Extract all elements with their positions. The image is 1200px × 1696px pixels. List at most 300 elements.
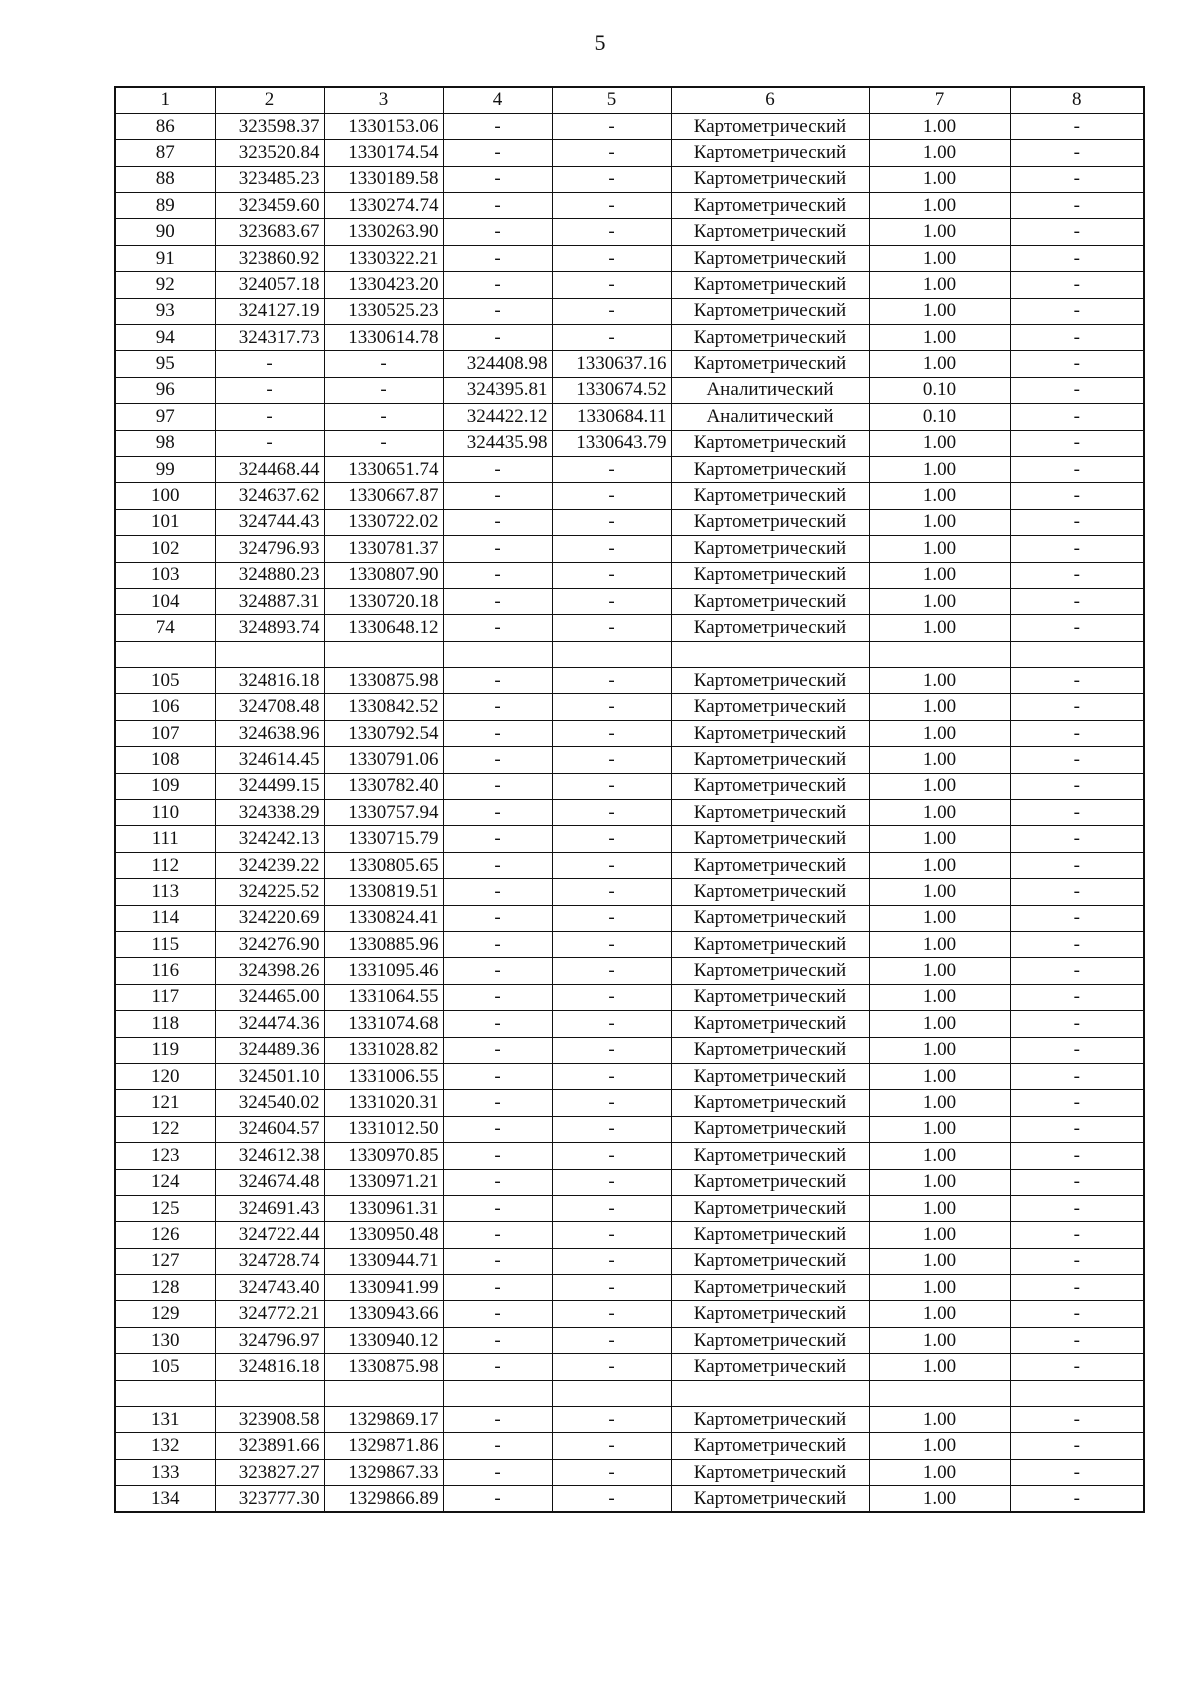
cell-point-number: 91 xyxy=(115,245,215,271)
cell-accuracy: 1.00 xyxy=(869,1011,1010,1037)
cell-note: - xyxy=(1010,588,1144,614)
cell-y-coordinate-new: - xyxy=(552,747,671,773)
cell-x-coordinate-new: - xyxy=(443,509,552,535)
cell-x-coordinate-new: - xyxy=(443,932,552,958)
cell-x-coordinate-new: 324422.12 xyxy=(443,404,552,430)
cell-x-coordinate-new: - xyxy=(443,1011,552,1037)
cell-note: - xyxy=(1010,377,1144,403)
cell-y-coordinate: 1330943.66 xyxy=(324,1301,443,1327)
cell-accuracy: 1.00 xyxy=(869,773,1010,799)
cell-note: - xyxy=(1010,694,1144,720)
cell-x-coordinate-new: - xyxy=(443,879,552,905)
cell-note: - xyxy=(1010,1143,1144,1169)
cell-x-coordinate: 324722.44 xyxy=(215,1222,324,1248)
cell-y-coordinate: 1330875.98 xyxy=(324,1354,443,1380)
cell-x-coordinate: 323860.92 xyxy=(215,245,324,271)
cell-x-coordinate-new: - xyxy=(443,773,552,799)
cell-y-coordinate: 1330614.78 xyxy=(324,325,443,351)
cell-method: Картометрический xyxy=(671,984,869,1010)
table-row xyxy=(115,1063,1144,1089)
cell-accuracy: 1.00 xyxy=(869,905,1010,931)
cell-point-number: 123 xyxy=(115,1143,215,1169)
cell-x-coordinate: 324638.96 xyxy=(215,720,324,746)
table-row xyxy=(115,1011,1144,1037)
cell-note: - xyxy=(1010,826,1144,852)
cell-accuracy: 1.00 xyxy=(869,325,1010,351)
table-row xyxy=(115,219,1144,245)
cell-point-number: 74 xyxy=(115,615,215,641)
cell-x-coordinate-new: - xyxy=(443,800,552,826)
cell-note: - xyxy=(1010,747,1144,773)
cell-x-coordinate-new: - xyxy=(443,325,552,351)
table-row xyxy=(115,1037,1144,1063)
cell-x-coordinate-new: - xyxy=(443,1301,552,1327)
cell-x-coordinate: 324796.97 xyxy=(215,1327,324,1353)
cell-x-coordinate: 323683.67 xyxy=(215,219,324,245)
cell-point-number: 127 xyxy=(115,1248,215,1274)
cell-method: Картометрический xyxy=(671,1090,869,1116)
cell-y-coordinate: 1330842.52 xyxy=(324,694,443,720)
table-row xyxy=(115,1486,1144,1512)
table-row xyxy=(115,456,1144,482)
cell-y-coordinate-new: - xyxy=(552,325,671,351)
cell-y-coordinate-new: - xyxy=(552,1195,671,1221)
cell-x-coordinate-new: - xyxy=(443,272,552,298)
table-body xyxy=(115,113,1144,1512)
cell-point-number: 105 xyxy=(115,1354,215,1380)
cell-x-coordinate: 323777.30 xyxy=(215,1486,324,1512)
table-row xyxy=(115,720,1144,746)
header-row xyxy=(115,87,1144,113)
cell-y-coordinate: 1330715.79 xyxy=(324,826,443,852)
cell-x-coordinate-new: 324408.98 xyxy=(443,351,552,377)
cell-note: - xyxy=(1010,562,1144,588)
cell-y-coordinate-new: - xyxy=(552,1037,671,1063)
cell-x-coordinate-new: - xyxy=(443,456,552,482)
table-row xyxy=(115,800,1144,826)
cell-method: Картометрический xyxy=(671,800,869,826)
cell-method: Картометрический xyxy=(671,1354,869,1380)
cell-y-coordinate-new: - xyxy=(552,1063,671,1089)
table-row xyxy=(115,377,1144,403)
cell-x-coordinate-new: - xyxy=(443,113,552,139)
cell-y-coordinate: - xyxy=(324,377,443,403)
cell-method: Картометрический xyxy=(671,1169,869,1195)
table-row xyxy=(115,325,1144,351)
cell-y-coordinate: 1330423.20 xyxy=(324,272,443,298)
cell-y-coordinate: 1330970.85 xyxy=(324,1143,443,1169)
cell-y-coordinate: 1330720.18 xyxy=(324,588,443,614)
cell-y-coordinate: 1330263.90 xyxy=(324,219,443,245)
cell-accuracy: 1.00 xyxy=(869,1169,1010,1195)
cell-x-coordinate: 324893.74 xyxy=(215,615,324,641)
cell-method: Картометрический xyxy=(671,905,869,931)
cell-method: Картометрический xyxy=(671,668,869,694)
cell-accuracy: 1.00 xyxy=(869,430,1010,456)
cell-x-coordinate-new: - xyxy=(443,1248,552,1274)
cell-x-coordinate-new: - xyxy=(443,905,552,931)
cell-method: Картометрический xyxy=(671,536,869,562)
cell-x-coordinate-new: - xyxy=(443,1222,552,1248)
cell-y-coordinate-new: - xyxy=(552,1301,671,1327)
cell-x-coordinate-new: - xyxy=(443,826,552,852)
cell-method: Картометрический xyxy=(671,1037,869,1063)
cell-method: Картометрический xyxy=(671,325,869,351)
cell-x-coordinate-new: - xyxy=(443,245,552,271)
table-row xyxy=(115,588,1144,614)
cell-y-coordinate: 1330961.31 xyxy=(324,1195,443,1221)
cell-x-coordinate: - xyxy=(215,377,324,403)
cell-point-number: 97 xyxy=(115,404,215,430)
cell-y-coordinate: 1330824.41 xyxy=(324,905,443,931)
cell-point-number: 114 xyxy=(115,905,215,931)
column-header-6: 6 xyxy=(671,87,869,113)
cell-method: Картометрический xyxy=(671,1143,869,1169)
cell-x-coordinate-new: - xyxy=(443,1459,552,1485)
cell-y-coordinate: 1329867.33 xyxy=(324,1459,443,1485)
cell-y-coordinate-new: - xyxy=(552,509,671,535)
cell-accuracy: 1.00 xyxy=(869,879,1010,905)
cell-accuracy: 1.00 xyxy=(869,984,1010,1010)
table-row xyxy=(115,1275,1144,1301)
cell-x-coordinate: 323520.84 xyxy=(215,140,324,166)
cell-method: Картометрический xyxy=(671,1459,869,1485)
cell-y-coordinate: 1330950.48 xyxy=(324,1222,443,1248)
cell-note: - xyxy=(1010,1037,1144,1063)
cell-y-coordinate: 1331095.46 xyxy=(324,958,443,984)
cell-y-coordinate-new: - xyxy=(552,879,671,905)
cell-accuracy: 1.00 xyxy=(869,694,1010,720)
cell-note: - xyxy=(1010,800,1144,826)
cell-note: - xyxy=(1010,166,1144,192)
cell-note: - xyxy=(1010,219,1144,245)
cell-y-coordinate: 1331028.82 xyxy=(324,1037,443,1063)
cell-y-coordinate-new: - xyxy=(552,483,671,509)
cell-accuracy: 1.00 xyxy=(869,1090,1010,1116)
cell-x-coordinate: 324468.44 xyxy=(215,456,324,482)
table-row xyxy=(115,852,1144,878)
cell-method: Картометрический xyxy=(671,747,869,773)
cell-method: Картометрический xyxy=(671,140,869,166)
cell-method: Картометрический xyxy=(671,351,869,377)
cell-y-coordinate: 1330153.06 xyxy=(324,113,443,139)
cell-point-number xyxy=(115,641,215,667)
cell-method: Картометрический xyxy=(671,773,869,799)
cell-x-coordinate: - xyxy=(215,351,324,377)
cell-accuracy: 1.00 xyxy=(869,1433,1010,1459)
cell-x-coordinate: 324465.00 xyxy=(215,984,324,1010)
cell-y-coordinate: 1330819.51 xyxy=(324,879,443,905)
cell-accuracy: 1.00 xyxy=(869,536,1010,562)
cell-point-number: 119 xyxy=(115,1037,215,1063)
cell-y-coordinate: 1330791.06 xyxy=(324,747,443,773)
cell-x-coordinate-new: - xyxy=(443,1143,552,1169)
cell-method: Картометрический xyxy=(671,588,869,614)
cell-y-coordinate-new: - xyxy=(552,140,671,166)
cell-method: Картометрический xyxy=(671,1222,869,1248)
cell-x-coordinate-new: - xyxy=(443,1275,552,1301)
cell-x-coordinate-new: - xyxy=(443,166,552,192)
table-row xyxy=(115,430,1144,456)
cell-x-coordinate-new: - xyxy=(443,1116,552,1142)
cell-method: Картометрический xyxy=(671,1116,869,1142)
table-row xyxy=(115,984,1144,1010)
cell-x-coordinate-new: - xyxy=(443,298,552,324)
cell-note: - xyxy=(1010,298,1144,324)
cell-y-coordinate: 1330781.37 xyxy=(324,536,443,562)
table-row xyxy=(115,1143,1144,1169)
cell-x-coordinate: 324501.10 xyxy=(215,1063,324,1089)
cell-accuracy: 0.10 xyxy=(869,404,1010,430)
cell-y-coordinate-new: - xyxy=(552,1407,671,1433)
cell-x-coordinate: 324317.73 xyxy=(215,325,324,351)
cell-y-coordinate-new: - xyxy=(552,1248,671,1274)
table-row xyxy=(115,166,1144,192)
cell-note: - xyxy=(1010,272,1144,298)
cell-y-coordinate-new: - xyxy=(552,1433,671,1459)
cell-method: Картометрический xyxy=(671,193,869,219)
cell-y-coordinate: 1331074.68 xyxy=(324,1011,443,1037)
cell-y-coordinate: 1330875.98 xyxy=(324,668,443,694)
cell-x-coordinate-new: - xyxy=(443,193,552,219)
table-row xyxy=(115,958,1144,984)
cell-x-coordinate-new: - xyxy=(443,720,552,746)
cell-point-number: 129 xyxy=(115,1301,215,1327)
cell-method: Картометрический xyxy=(671,562,869,588)
cell-method xyxy=(671,1380,869,1406)
cell-y-coordinate-new: - xyxy=(552,1011,671,1037)
cell-y-coordinate-new: 1330643.79 xyxy=(552,430,671,456)
cell-accuracy: 1.00 xyxy=(869,1063,1010,1089)
cell-method: Картометрический xyxy=(671,1301,869,1327)
cell-x-coordinate: 324796.93 xyxy=(215,536,324,562)
cell-note: - xyxy=(1010,852,1144,878)
cell-note: - xyxy=(1010,1407,1144,1433)
cell-method: Картометрический xyxy=(671,852,869,878)
cell-method: Аналитический xyxy=(671,377,869,403)
cell-x-coordinate-new: 324395.81 xyxy=(443,377,552,403)
table-row xyxy=(115,483,1144,509)
column-header-5: 5 xyxy=(552,87,671,113)
cell-y-coordinate-new: 1330637.16 xyxy=(552,351,671,377)
separator-row xyxy=(115,1380,1144,1406)
cell-y-coordinate: 1330757.94 xyxy=(324,800,443,826)
cell-x-coordinate xyxy=(215,1380,324,1406)
cell-accuracy: 1.00 xyxy=(869,1407,1010,1433)
cell-accuracy: 1.00 xyxy=(869,932,1010,958)
cell-point-number: 87 xyxy=(115,140,215,166)
cell-x-coordinate: 323891.66 xyxy=(215,1433,324,1459)
cell-x-coordinate: 324612.38 xyxy=(215,1143,324,1169)
cell-y-coordinate-new: - xyxy=(552,1169,671,1195)
cell-point-number: 125 xyxy=(115,1195,215,1221)
cell-y-coordinate-new: - xyxy=(552,1090,671,1116)
cell-accuracy: 1.00 xyxy=(869,1327,1010,1353)
cell-point-number: 132 xyxy=(115,1433,215,1459)
cell-note: - xyxy=(1010,905,1144,931)
cell-x-coordinate: 324772.21 xyxy=(215,1301,324,1327)
cell-x-coordinate: 323459.60 xyxy=(215,193,324,219)
cell-x-coordinate: 324474.36 xyxy=(215,1011,324,1037)
cell-y-coordinate-new: 1330684.11 xyxy=(552,404,671,430)
cell-note: - xyxy=(1010,984,1144,1010)
cell-x-coordinate: 324674.48 xyxy=(215,1169,324,1195)
cell-point-number: 128 xyxy=(115,1275,215,1301)
cell-accuracy: 0.10 xyxy=(869,377,1010,403)
cell-point-number: 108 xyxy=(115,747,215,773)
cell-accuracy: 1.00 xyxy=(869,166,1010,192)
cell-y-coordinate: 1330792.54 xyxy=(324,720,443,746)
cell-x-coordinate-new: - xyxy=(443,1407,552,1433)
cell-x-coordinate-new: - xyxy=(443,694,552,720)
cell-accuracy: 1.00 xyxy=(869,1354,1010,1380)
cell-y-coordinate-new xyxy=(552,641,671,667)
cell-x-coordinate-new: - xyxy=(443,852,552,878)
cell-point-number: 94 xyxy=(115,325,215,351)
cell-point-number: 115 xyxy=(115,932,215,958)
table-row xyxy=(115,272,1144,298)
cell-method: Картометрический xyxy=(671,456,869,482)
cell-y-coordinate-new: - xyxy=(552,1486,671,1512)
cell-y-coordinate-new: - xyxy=(552,219,671,245)
cell-x-coordinate-new: - xyxy=(443,1354,552,1380)
cell-method: Картометрический xyxy=(671,1407,869,1433)
cell-accuracy: 1.00 xyxy=(869,958,1010,984)
cell-method: Картометрический xyxy=(671,694,869,720)
table-row xyxy=(115,1459,1144,1485)
cell-y-coordinate: 1329866.89 xyxy=(324,1486,443,1512)
cell-y-coordinate xyxy=(324,641,443,667)
cell-point-number: 109 xyxy=(115,773,215,799)
cell-x-coordinate: - xyxy=(215,430,324,456)
cell-method: Картометрический xyxy=(671,272,869,298)
cell-point-number: 121 xyxy=(115,1090,215,1116)
cell-point-number: 93 xyxy=(115,298,215,324)
cell-y-coordinate-new: - xyxy=(552,193,671,219)
table-row xyxy=(115,747,1144,773)
cell-x-coordinate: 324887.31 xyxy=(215,588,324,614)
cell-method: Картометрический xyxy=(671,720,869,746)
cell-x-coordinate: 324276.90 xyxy=(215,932,324,958)
cell-note: - xyxy=(1010,456,1144,482)
cell-y-coordinate: 1330805.65 xyxy=(324,852,443,878)
cell-method: Картометрический xyxy=(671,1011,869,1037)
table-row xyxy=(115,140,1144,166)
cell-method: Аналитический xyxy=(671,404,869,430)
cell-accuracy: 1.00 xyxy=(869,1222,1010,1248)
cell-y-coordinate-new: - xyxy=(552,166,671,192)
cell-method: Картометрический xyxy=(671,879,869,905)
cell-x-coordinate-new: - xyxy=(443,219,552,245)
cell-x-coordinate-new: - xyxy=(443,958,552,984)
cell-accuracy: 1.00 xyxy=(869,1459,1010,1485)
cell-x-coordinate-new: 324435.98 xyxy=(443,430,552,456)
cell-note: - xyxy=(1010,1354,1144,1380)
cell-x-coordinate: 324398.26 xyxy=(215,958,324,984)
table-row xyxy=(115,694,1144,720)
cell-accuracy xyxy=(869,641,1010,667)
cell-point-number xyxy=(115,1380,215,1406)
cell-accuracy: 1.00 xyxy=(869,351,1010,377)
column-header-4: 4 xyxy=(443,87,552,113)
cell-y-coordinate-new: - xyxy=(552,1275,671,1301)
cell-y-coordinate-new: - xyxy=(552,456,671,482)
cell-point-number: 106 xyxy=(115,694,215,720)
cell-point-number: 133 xyxy=(115,1459,215,1485)
cell-point-number: 86 xyxy=(115,113,215,139)
cell-accuracy: 1.00 xyxy=(869,1275,1010,1301)
table-row xyxy=(115,932,1144,958)
cell-note: - xyxy=(1010,1486,1144,1512)
cell-note: - xyxy=(1010,1248,1144,1274)
table-row xyxy=(115,1433,1144,1459)
cell-x-coordinate-new: - xyxy=(443,1063,552,1089)
cell-point-number: 96 xyxy=(115,377,215,403)
cell-note: - xyxy=(1010,720,1144,746)
cell-method: Картометрический xyxy=(671,1327,869,1353)
cell-accuracy: 1.00 xyxy=(869,1143,1010,1169)
table-row xyxy=(115,879,1144,905)
cell-accuracy: 1.00 xyxy=(869,747,1010,773)
cell-method: Картометрический xyxy=(671,1248,869,1274)
cell-note: - xyxy=(1010,140,1144,166)
cell-point-number: 131 xyxy=(115,1407,215,1433)
cell-x-coordinate: 324338.29 xyxy=(215,800,324,826)
cell-accuracy: 1.00 xyxy=(869,720,1010,746)
cell-x-coordinate: 324540.02 xyxy=(215,1090,324,1116)
cell-x-coordinate: 324127.19 xyxy=(215,298,324,324)
cell-x-coordinate-new xyxy=(443,641,552,667)
table-row xyxy=(115,1222,1144,1248)
cell-y-coordinate-new: - xyxy=(552,668,671,694)
cell-note: - xyxy=(1010,1063,1144,1089)
cell-method: Картометрический xyxy=(671,245,869,271)
cell-y-coordinate: - xyxy=(324,404,443,430)
cell-x-coordinate-new: - xyxy=(443,1433,552,1459)
cell-method: Картометрический xyxy=(671,113,869,139)
table-row xyxy=(115,1195,1144,1221)
cell-x-coordinate-new: - xyxy=(443,1037,552,1063)
cell-note: - xyxy=(1010,1433,1144,1459)
cell-point-number: 110 xyxy=(115,800,215,826)
cell-y-coordinate-new: - xyxy=(552,1354,671,1380)
cell-point-number: 126 xyxy=(115,1222,215,1248)
cell-accuracy: 1.00 xyxy=(869,272,1010,298)
table-row xyxy=(115,905,1144,931)
cell-x-coordinate-new: - xyxy=(443,140,552,166)
cell-y-coordinate: 1330525.23 xyxy=(324,298,443,324)
table-row xyxy=(115,615,1144,641)
cell-x-coordinate xyxy=(215,641,324,667)
cell-x-coordinate: 324220.69 xyxy=(215,905,324,931)
cell-note: - xyxy=(1010,958,1144,984)
cell-method: Картометрический xyxy=(671,219,869,245)
cell-accuracy: 1.00 xyxy=(869,245,1010,271)
table-row xyxy=(115,826,1144,852)
cell-y-coordinate-new: - xyxy=(552,1116,671,1142)
cell-x-coordinate-new: - xyxy=(443,615,552,641)
cell-y-coordinate: 1329871.86 xyxy=(324,1433,443,1459)
coordinates-table xyxy=(114,86,1145,1513)
cell-point-number: 111 xyxy=(115,826,215,852)
cell-y-coordinate-new: - xyxy=(552,932,671,958)
cell-accuracy: 1.00 xyxy=(869,298,1010,324)
table-row xyxy=(115,1327,1144,1353)
cell-accuracy: 1.00 xyxy=(869,509,1010,535)
cell-y-coordinate-new: - xyxy=(552,298,671,324)
cell-y-coordinate-new: - xyxy=(552,905,671,931)
cell-point-number: 99 xyxy=(115,456,215,482)
